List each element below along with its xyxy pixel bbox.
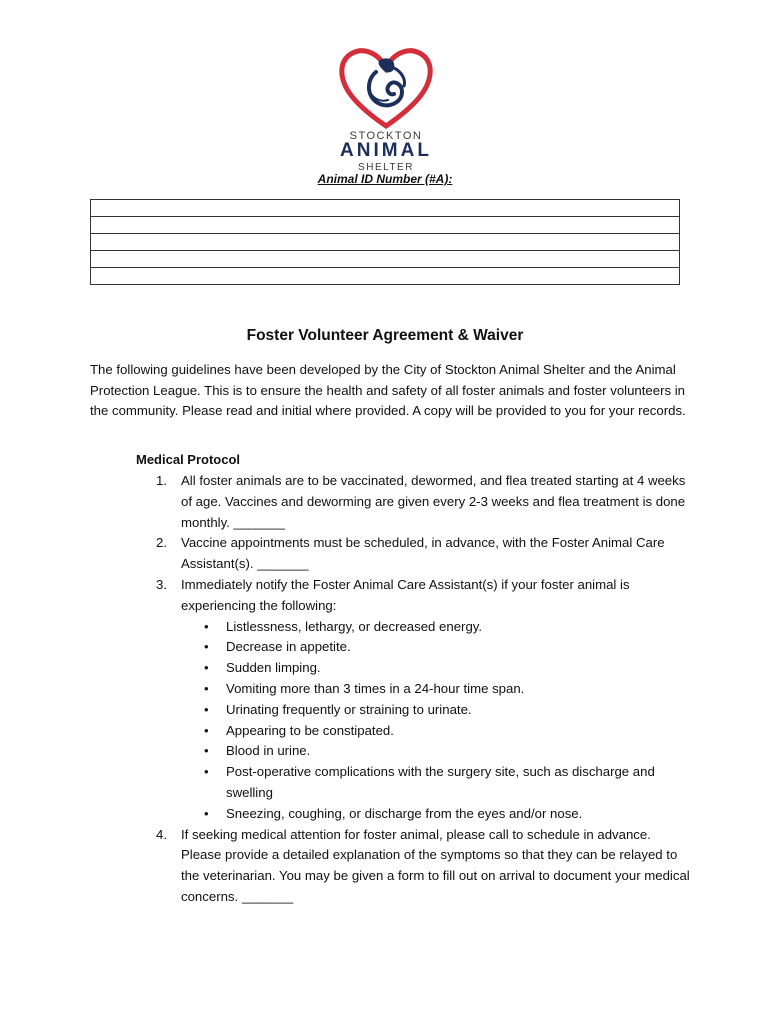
- animal-id-cell[interactable]: [91, 234, 680, 251]
- protocol-item-text: Immediately notify the Foster Animal Care Assistant(s) if your foster animal is experiencing the following:: [181, 576, 630, 613]
- shelter-logo: [336, 46, 436, 174]
- animal-id-row: [91, 217, 680, 234]
- animal-id-row: [91, 268, 680, 285]
- animal-id-cell[interactable]: [91, 200, 680, 217]
- animal-id-row: [91, 251, 680, 268]
- protocol-item: [156, 575, 691, 825]
- protocol-item-number: 2.: [156, 535, 167, 551]
- logo-text-animal: ANIMAL: [340, 140, 432, 161]
- animal-id-row: [91, 200, 680, 217]
- section-title-medical-protocol: Medical Protocol: [136, 452, 241, 467]
- protocol-item-text: Vaccine appointments must be scheduled, in advance, with the Foster Animal Care Assistant(s). _______: [181, 535, 665, 572]
- symptom-item: • Listlessness, lethargy, or decreased energy.: [226, 617, 691, 638]
- protocol-item-number: 1.: [156, 473, 167, 488]
- animal-id-table: [90, 199, 680, 285]
- protocol-item-text: All foster animals are to be vaccinated, dewormed, and flea treated starting at 4 weeks of age. Vaccines and deworming are given every 2-3 weeks and flea treatment is done monthly. _______: [181, 473, 686, 530]
- protocol-item: [156, 825, 691, 908]
- animal-id-cell[interactable]: [91, 268, 680, 285]
- symptom-item: • Sneezing, coughing, or discharge from the eyes and/or nose.: [226, 804, 691, 825]
- protocol-item-number: 4.: [156, 826, 167, 842]
- logo-text-shelter: SHELTER: [358, 162, 414, 173]
- intro-paragraph: The following guidelines have been developed by the City of Stockton Animal Shelter and the Animal Protection League. This is to ensure the health and safety of all foster animals and foster volunteers in the community. Please read and initial where provided. A copy will be provided to you for your records.: [90, 362, 686, 418]
- symptom-item: • Urinating frequently or straining to urinate.: [226, 700, 691, 721]
- animal-id-cell[interactable]: [91, 251, 680, 268]
- protocol-item-number: 3.: [156, 576, 167, 592]
- symptom-item: • Vomiting more than 3 times in a 24-hour time span.: [226, 679, 691, 700]
- symptom-item: • Appearing to be constipated.: [226, 721, 691, 742]
- medical-protocol-list: [156, 471, 691, 908]
- symptom-item: • Post-operative complications with the surgery site, such as discharge and swelling: [226, 762, 691, 804]
- symptom-list: [181, 617, 691, 825]
- heart-logo-icon: [336, 46, 436, 130]
- protocol-item: [156, 471, 691, 533]
- symptom-item: • Decrease in appetite.: [226, 637, 691, 658]
- animal-id-row: [91, 234, 680, 251]
- page-title: Foster Volunteer Agreement & Waiver: [246, 327, 524, 344]
- protocol-item: [156, 533, 691, 575]
- animal-id-label: Animal ID Number (#A):: [317, 172, 453, 186]
- symptom-item: • Blood in urine.: [226, 741, 691, 762]
- animal-id-cell[interactable]: [91, 217, 680, 234]
- protocol-item-text: If seeking medical attention for foster animal, please call to schedule in advance. Please provide a detailed explanation of the symptoms so that they can be relayed to the veterinarian. You may be given a form to fill out on arrival to document your medical concerns. _______: [181, 826, 690, 904]
- logo-text-stockton: STOCKTON: [349, 130, 423, 142]
- symptom-item: • Sudden limping.: [226, 658, 691, 679]
